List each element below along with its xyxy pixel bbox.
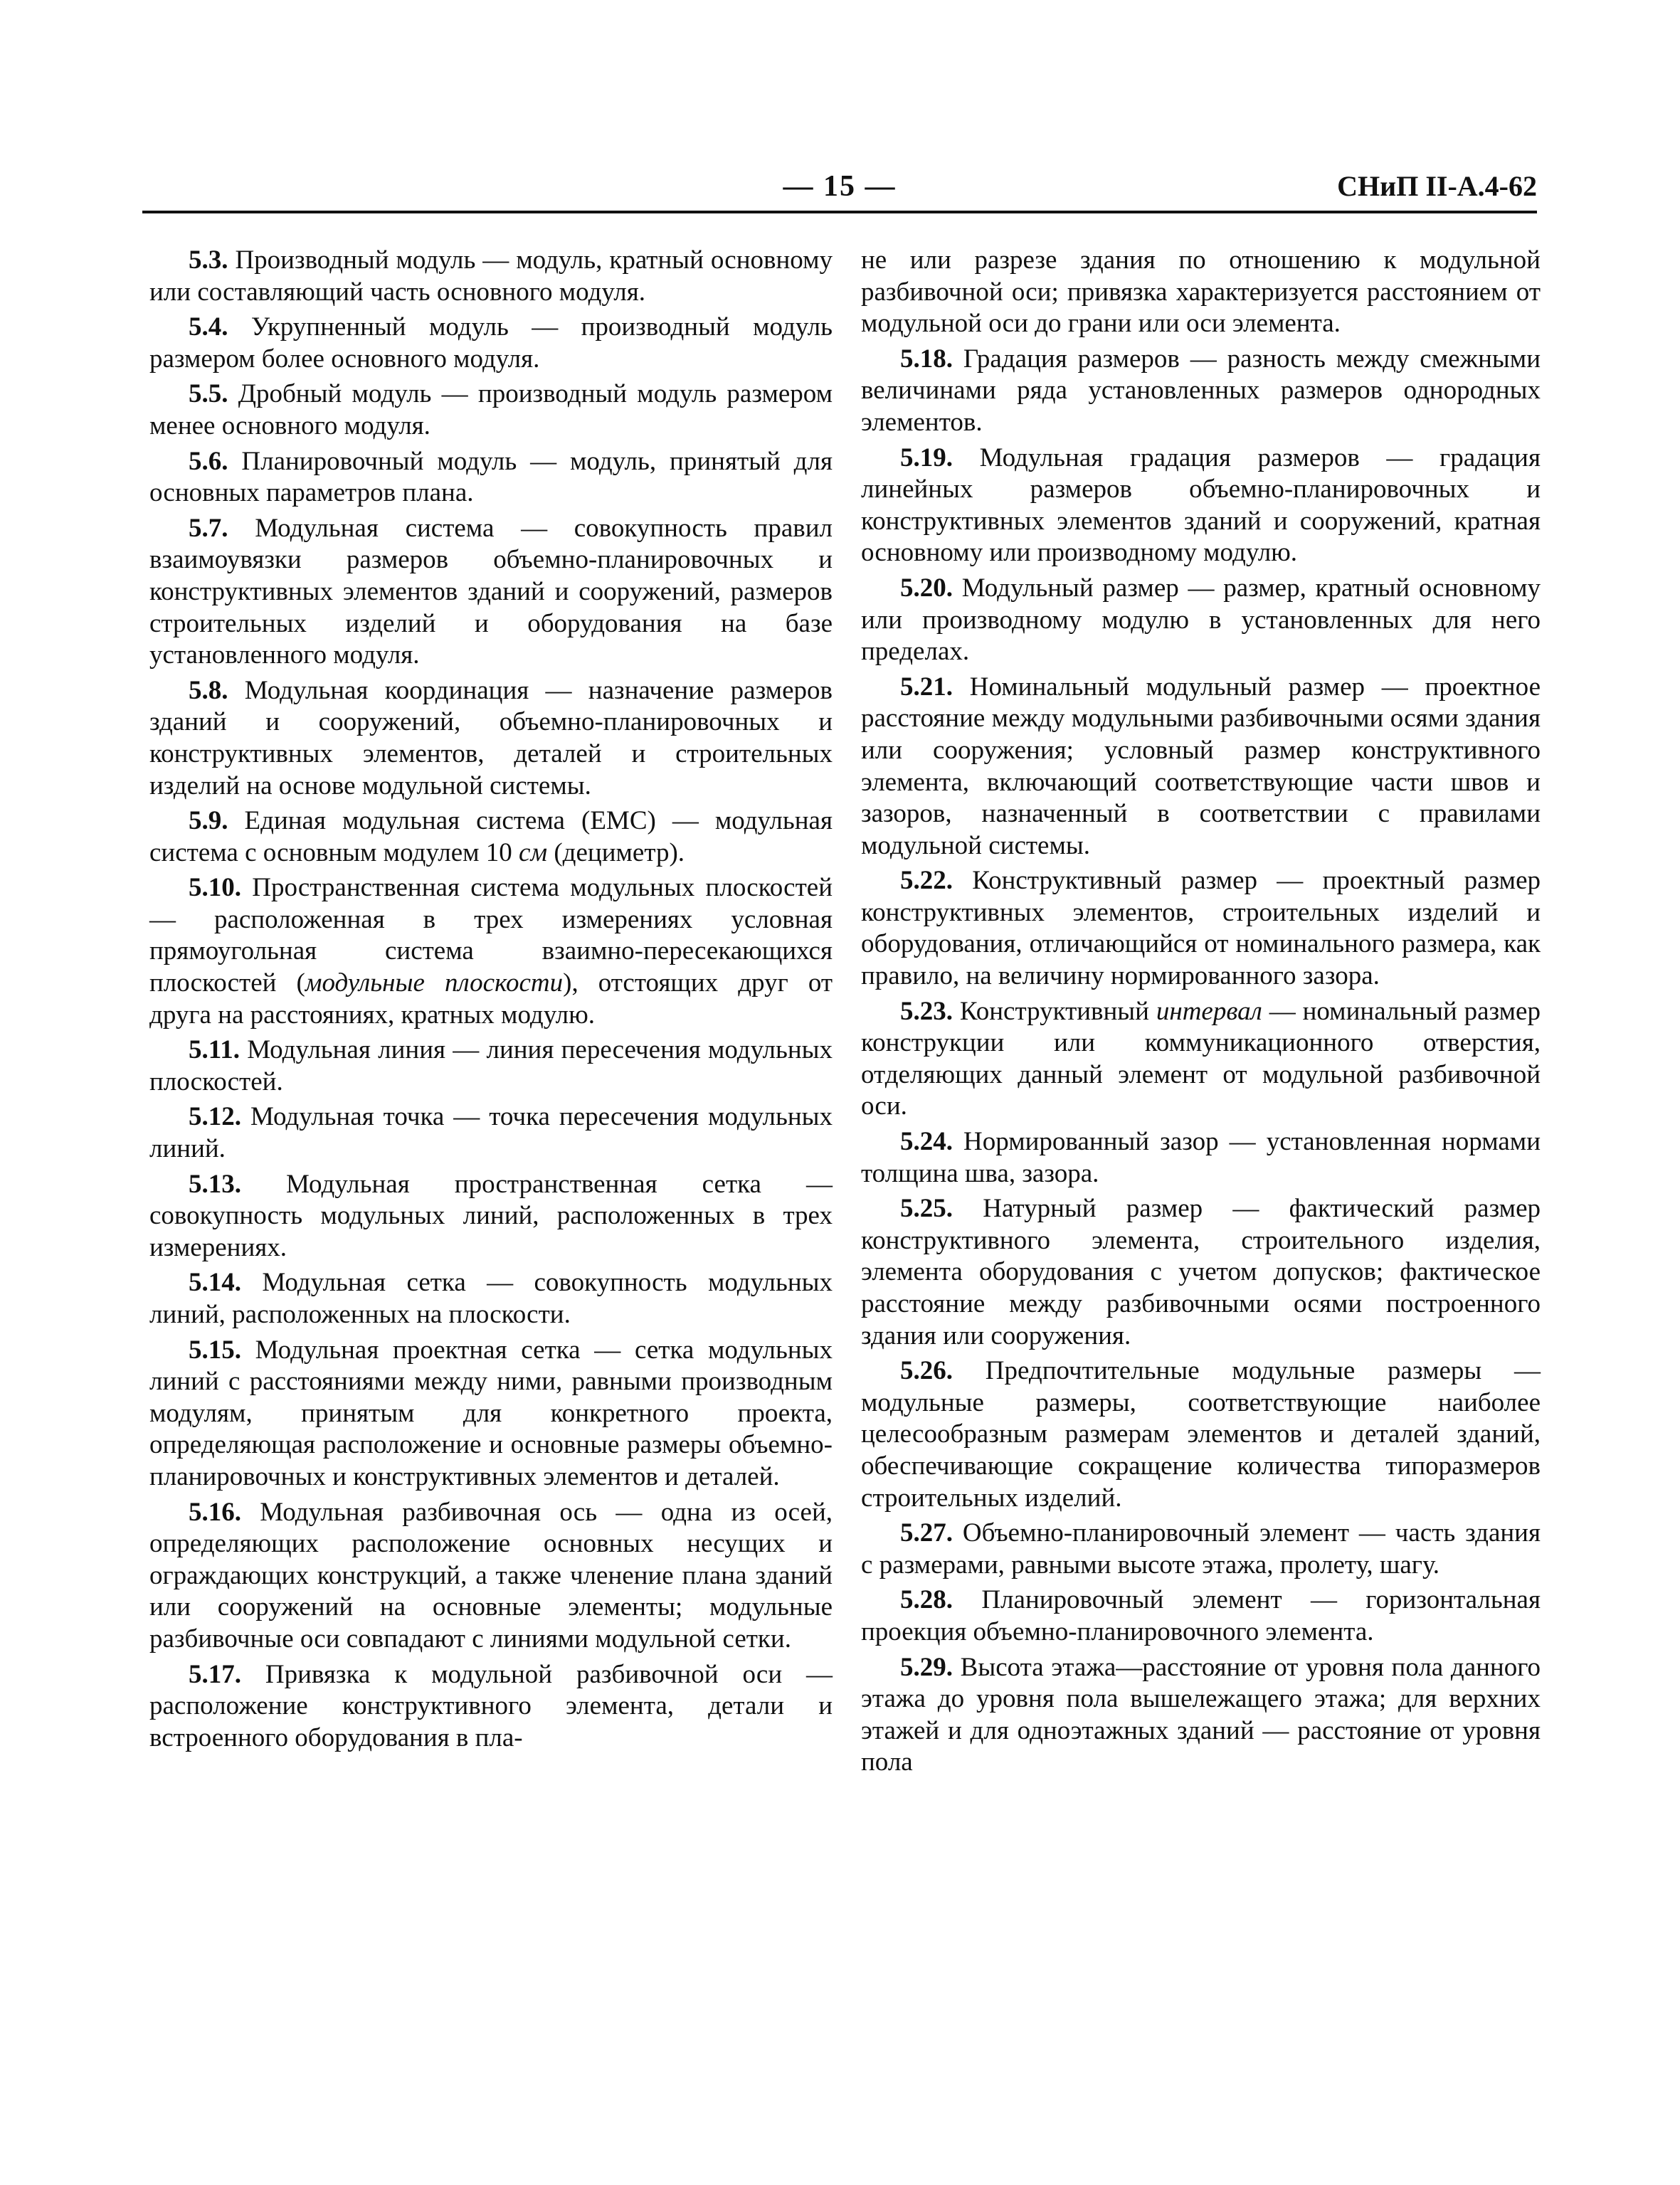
clause-text: Пространственная система модульных плоскостей — расположенная в трех измерениях условная прямоугольная система взаимно-пересекающихся плоскостей ( [149, 873, 833, 998]
clause-text: Планировочный элемент — горизонтальная проекция объемно-планировочного элемента. [861, 1585, 1541, 1646]
definition-paragraph [149, 872, 833, 1031]
clause-number: 5.6. [189, 446, 228, 476]
definition-paragraph [861, 1518, 1541, 1581]
definition-paragraph [149, 1101, 833, 1165]
page-number: — 15 — [783, 170, 897, 203]
definition-paragraph [149, 1169, 833, 1264]
clause-number: 5.11. [189, 1035, 240, 1065]
header-rule [142, 211, 1537, 213]
clause-number: 5.27. [900, 1518, 953, 1548]
definition-paragraph [149, 1267, 833, 1330]
clause-text-tail: — номинальный размер конструкции или коммуникационного отверстия, отделяющих данный элемент от модульной разбивочной оси. [861, 996, 1541, 1121]
right-column [861, 245, 1541, 1782]
clause-text: Планировочный модуль — модуль, принятый для основных параметров плана. [149, 446, 833, 508]
definition-paragraph [861, 344, 1541, 439]
definition-paragraph [861, 1652, 1541, 1779]
definition-paragraph [149, 312, 833, 375]
clause-number: 5.5. [189, 379, 228, 409]
clause-number: 5.15. [189, 1335, 241, 1365]
definition-paragraph [861, 1126, 1541, 1190]
clause-text: Объемно-планировочный элемент — часть здания с размерами, равными высоте этажа, пролету, шагу. [861, 1518, 1541, 1580]
definition-paragraph [149, 513, 833, 672]
clause-number: 5.20. [900, 573, 953, 603]
clause-text: Производный модуль — модуль, кратный основному или составляющий часть основного модуля. [149, 245, 833, 307]
clause-number: 5.9. [189, 806, 228, 836]
definition-paragraph [149, 675, 833, 802]
clause-number: 5.22. [900, 866, 953, 896]
clause-number: 5.29. [900, 1652, 953, 1682]
clause-number: 5.3. [189, 245, 228, 275]
clause-text: Модульный размер — размер, кратный основному или производному модулю в установленных для него пределах. [861, 573, 1541, 667]
definition-paragraph [861, 865, 1541, 992]
clause-number: 5.26. [900, 1356, 953, 1386]
clause-text: Модульная пространственная сетка — совокупность модульных линий, расположенных в трех измерениях. [149, 1169, 833, 1262]
definition-paragraph [149, 446, 833, 509]
definition-paragraph [149, 805, 833, 869]
clause-text: Нормированный зазор — установленная нормами толщина шва, зазора. [861, 1127, 1541, 1188]
clause-text: Конструктивный [953, 996, 1156, 1026]
definition-paragraph [149, 1659, 833, 1755]
clause-text: Модульная проектная сетка — сетка модульных линий с расстояниями между ними, равными производным модулям, принятым для конкретного проекта, определяющая расположение и основные размеры объемно-планировочных и конструктивных элементов и деталей. [149, 1335, 833, 1491]
clause-text: Натурный размер — фактический размер конструктивного элемента, строительного изделия, элемента оборудования с учетом допусков; фактическое расстояние между разбивочными осями построенного здания или сооружения. [861, 1194, 1541, 1350]
clause-number: 5.4. [189, 312, 228, 342]
clause-text: Модульная сетка — совокупность модульных линий, расположенных на плоскости. [149, 1268, 833, 1329]
left-column [149, 245, 833, 1757]
clause-number: 5.10. [189, 873, 241, 903]
clause-number: 5.19. [900, 443, 953, 472]
clause-number: 5.14. [189, 1268, 241, 1298]
clause-text: Модульная градация размеров — градация линейных размеров объемно-планировочных и конструктивных элементов зданий и сооружений, кратная основному или производному модулю. [861, 443, 1541, 568]
definition-paragraph [149, 379, 833, 442]
clause-number: 5.28. [900, 1585, 953, 1615]
clause-text: Номинальный модульный размер — проектное расстояние между модульными разбивочными осями здания или сооружения; условный размер конструктивного элемента, включающий соответствующие части швов и зазоров, назначенный в соответствии с правилами модульной системы. [861, 672, 1541, 860]
clause-text: не или разрезе здания по отношению к модульной разбивочной оси; привязка характеризуется расстоянием от модульной оси до грани или оси элемента. [861, 245, 1541, 339]
clause-number: 5.24. [900, 1127, 953, 1157]
clause-text: Предпочтительные модульные размеры — модульные размеры, соответствующие наиболее целесообразным размерам элементов и деталей зданий, обеспечивающие сокращение количества типоразмеров строительных изделий. [861, 1356, 1541, 1513]
definition-paragraph [149, 245, 833, 308]
clause-text: Градация размеров — разность между смежными величинами ряда установленных размеров однородных элементов. [861, 344, 1541, 437]
clause-number: 5.18. [900, 344, 953, 374]
clause-text: Высота этажа—расстояние от уровня пола данного этажа до уровня пола вышележащего этажа; для верхних этажей и для одноэтажных зданий — расстояние от уровня пола [861, 1652, 1541, 1777]
definition-paragraph [149, 1497, 833, 1656]
definition-paragraph [861, 1355, 1541, 1514]
clause-text-tail: ), отстоящих друг от друга на расстояниях, кратных модулю. [149, 968, 833, 1030]
clause-text: Модульная координация — назначение размеров зданий и сооружений, объемно-планировочных и конструктивных элементов, деталей и строительных изделий на основе модульной системы. [149, 675, 833, 800]
definition-paragraph [861, 996, 1541, 1123]
clause-italic-term: см [519, 837, 548, 867]
clause-number: 5.25. [900, 1194, 953, 1224]
clause-number: 5.7. [189, 513, 228, 543]
clause-number: 5.12. [189, 1102, 241, 1132]
clause-number: 5.13. [189, 1169, 241, 1199]
clause-italic-term: модульные плоскости [305, 968, 564, 998]
clause-text: Привязка к модульной разбивочной оси — расположение конструктивного элемента, детали и встроенного оборудования в пла- [149, 1659, 833, 1752]
page-header [142, 169, 1537, 212]
clause-text: Модульная система — совокупность правил взаимоувязки размеров объемно-планировочных и конструктивных элементов зданий и сооружений, размеров строительных изделий и оборудования на базе установленного модуля. [149, 513, 833, 670]
clause-number: 5.16. [189, 1497, 241, 1527]
clause-text-tail: (дециметр). [547, 837, 685, 867]
definition-paragraph [149, 1335, 833, 1493]
clause-text: Модульная линия — линия пересечения модульных плоскостей. [149, 1035, 833, 1096]
document-code: СНиП II-А.4-62 [1337, 170, 1537, 202]
clause-text: Укрупненный модуль — производный модуль размером более основного модуля. [149, 312, 833, 374]
definition-paragraph [861, 573, 1541, 668]
clause-text: Дробный модуль — производный модуль размером менее основного модуля. [149, 379, 833, 440]
clause-number: 5.17. [189, 1659, 241, 1689]
definition-paragraph [861, 245, 1541, 340]
definition-paragraph [861, 672, 1541, 862]
clause-italic-term: интервал [1156, 996, 1262, 1026]
clause-text: Единая модульная система (ЕМС) — модульная система с основным модулем 10 [149, 806, 833, 867]
clause-number: 5.21. [900, 672, 953, 702]
clause-number: 5.23. [900, 996, 953, 1026]
clause-text: Модульная точка — точка пересечения модульных линий. [149, 1102, 833, 1164]
definition-paragraph [861, 1584, 1541, 1648]
definition-paragraph [149, 1035, 833, 1098]
definition-paragraph [861, 443, 1541, 569]
definition-paragraph [861, 1193, 1541, 1352]
clause-text: Модульная разбивочная ось — одна из осей, определяющих расположение основных несущих и ограждающих конструкций, а также членение плана зданий или сооружений на основные элементы; модульные разбивочные оси совпадают с линиями модульной сетки. [149, 1497, 833, 1654]
clause-number: 5.8. [189, 675, 228, 705]
clause-text: Конструктивный размер — проектный размер конструктивных элементов, строительных изделий и оборудования, отличающийся от номинального размера, как правило, на величину нормированного зазора. [861, 866, 1541, 991]
